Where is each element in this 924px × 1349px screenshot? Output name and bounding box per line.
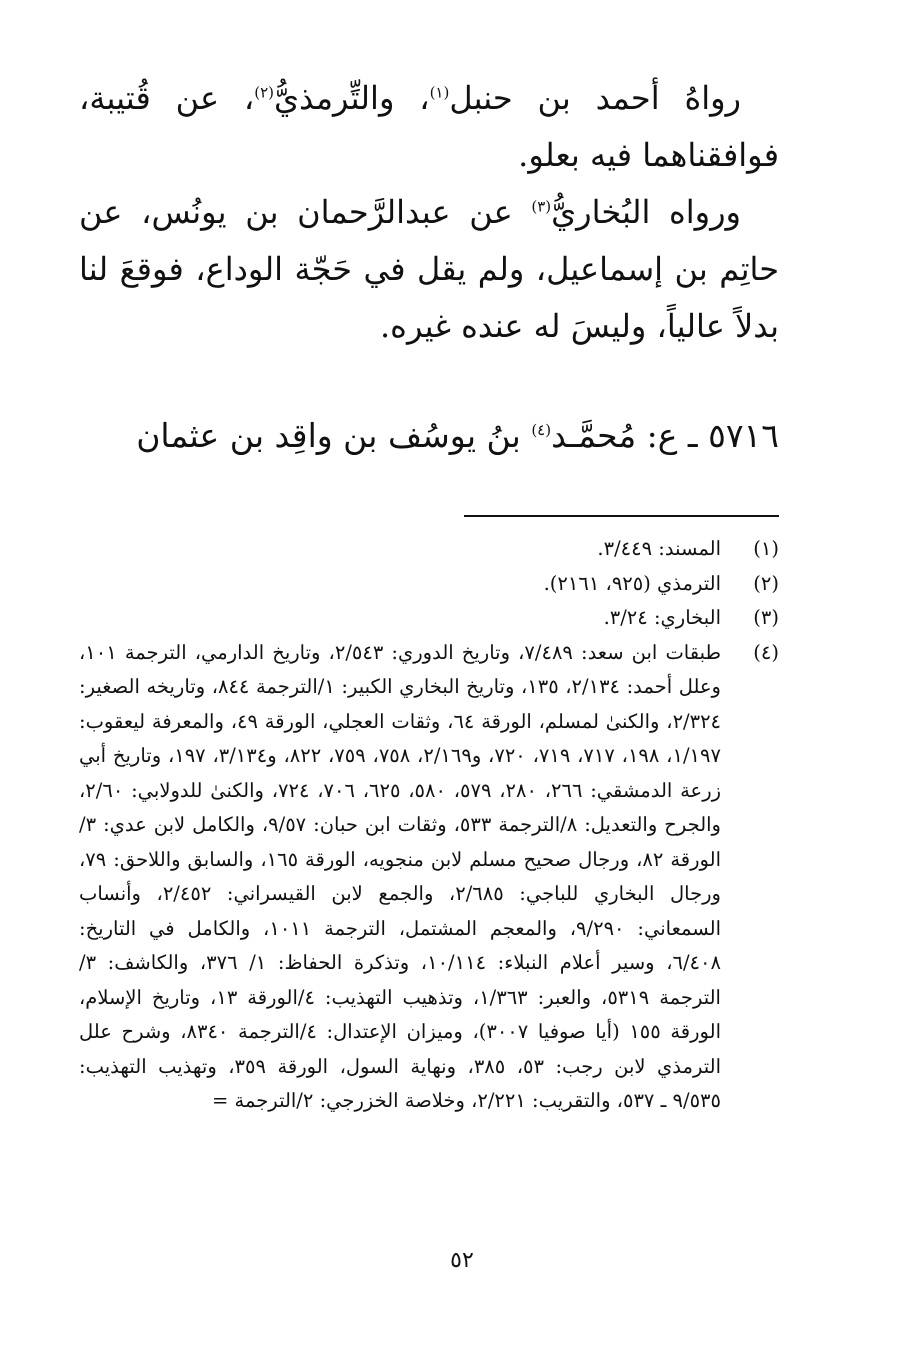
main-text xyxy=(79,70,779,355)
footnote-ref-4[interactable]: (٤) xyxy=(531,421,552,439)
entry-name: بنُ يوسُف بن واقِد بن عثمان xyxy=(136,416,532,455)
footnote-text: البخاري: ٣/٢٤. xyxy=(603,606,721,629)
paragraph-2 xyxy=(79,184,779,355)
footnote-3 xyxy=(79,601,779,636)
footnote-text: طبقات ابن سعد: ٧/٤٨٩، وتاريخ الدوري: ٢/٥٤٣، وتاريخ الدارمي، الترجمة ١٠١، وعلل أحمد: ٢/١٣٤، ١٣٥، وتاريخ البخاري الكبير: ١/الترجمة ٨٤٤، وتاريخه الصغير: ٢/٣٢٤، والكنىٰ لمسلم، الورقة ٦٤، وثقات العجلي، الورقة ٤٩، والمعرفة ليعقوب: ١/١٩٧، ١٩٨، ٧١٧، ٧١٩، ٧٢٠، و٢/١٦٩، ٧٥٨، ٧٥٩، ٨٢٢، و٣/١٣٤، ١٩٧، وتاريخ أبي زرعة الدمشقي: ٢٦٦، ٢٨٠، ٥٧٩، ٥٨٠، ٦٢٥، ٧٠٦، ٧٢٤، والكنىٰ للدولابي: ٢/٦٠، والجرح والتعديل: ٨/الترجمة ٥٣٣، وثقات ابن حبان: ٩/٥٧، والكامل لابن عدي: ٣/الورقة ٨٢، ورجال صحيح مسلم لابن منجويه، الورقة ١٦٥، والسابق واللاحق: ٧٩، ورجال البخاري للباجي: ٢/٦٨٥، والجمع لابن القيسراني: ٢/٤٥٢، وأنساب السمعاني: ٩/٢٩٠، والمعجم المشتمل، الترجمة ١٠١١، والكامل في التاريخ: ٦/٤٠٨، وسير أعلام النبلاء: ١٠/١١٤، وتذكرة الحفاظ: ١/ ٣٧٦، والكاشف: ٣/الترجمة ٥٣١٩، والعبر: ١/٣٦٣، وتذهيب التهذيب: ٤/الورقة ١٣، وتاريخ الإسلام، الورقة ١٥٥ (أيا صوفيا ٣٠٠٧)، وميزان الإعتدال: ٤/الترجمة ٨٣٤٠، وشرح علل الترمذي لابن رجب: ٥٣، ٣٨٥، ونهاية السول، الورقة ٣٥٩، وتهذيب التهذيب: ٩/٥٣٥ ـ ٥٣٧، والتقريب: ٢/٢٢١، وخلاصة الخزرجي: ٢/الترجمة = xyxy=(79,640,722,1112)
page-number: ٥٢ xyxy=(450,1248,474,1273)
paragraph-1-text-c: ، عن قُتيبة، فوافقناهما فيه بعلو. xyxy=(79,79,779,174)
paragraph-2-text-a: ورواه البُخاريُّ xyxy=(551,193,742,231)
footnote-4 xyxy=(79,636,779,1119)
footnote-text: المسند: ٣/٤٤٩. xyxy=(597,537,721,560)
footnote-ref-1[interactable]: (١) xyxy=(429,83,450,102)
footnote-2 xyxy=(79,567,779,602)
footnote-number: (٣) xyxy=(753,606,779,629)
footnote-number: (١) xyxy=(753,537,779,560)
footnote-number: (٢) xyxy=(753,571,779,595)
paragraph-1 xyxy=(79,70,779,184)
footnote-ref-3[interactable]: (٣) xyxy=(531,197,552,216)
paragraph-1-text-a: رواهُ أحمد بن حنبل xyxy=(449,79,741,117)
footnote-ref-2[interactable]: (٢) xyxy=(254,83,274,102)
paragraph-2-text-b: عن عبدالرَّحمان بن يونُس، عن حاتِم بن إسماعيل، ولم يقل في حَجّة الوداع، فوقعَ لنا بدلاً عالياً، وليسَ له عنده غيره. xyxy=(79,193,779,345)
footnote-number: (٤) xyxy=(753,640,779,664)
biography-entry-heading xyxy=(79,406,779,466)
footnote-text: الترمذي (٩٢٥، ٢١٦١). xyxy=(543,571,721,595)
footnote-1 xyxy=(79,532,779,567)
entry-number: ٥٧١٦ ـ ع: مُحمَّـد xyxy=(551,416,779,455)
paragraph-1-text-b: ، والتِّرمذيُّ xyxy=(274,79,430,117)
footnotes xyxy=(79,532,779,1119)
footnote-divider xyxy=(464,515,779,517)
